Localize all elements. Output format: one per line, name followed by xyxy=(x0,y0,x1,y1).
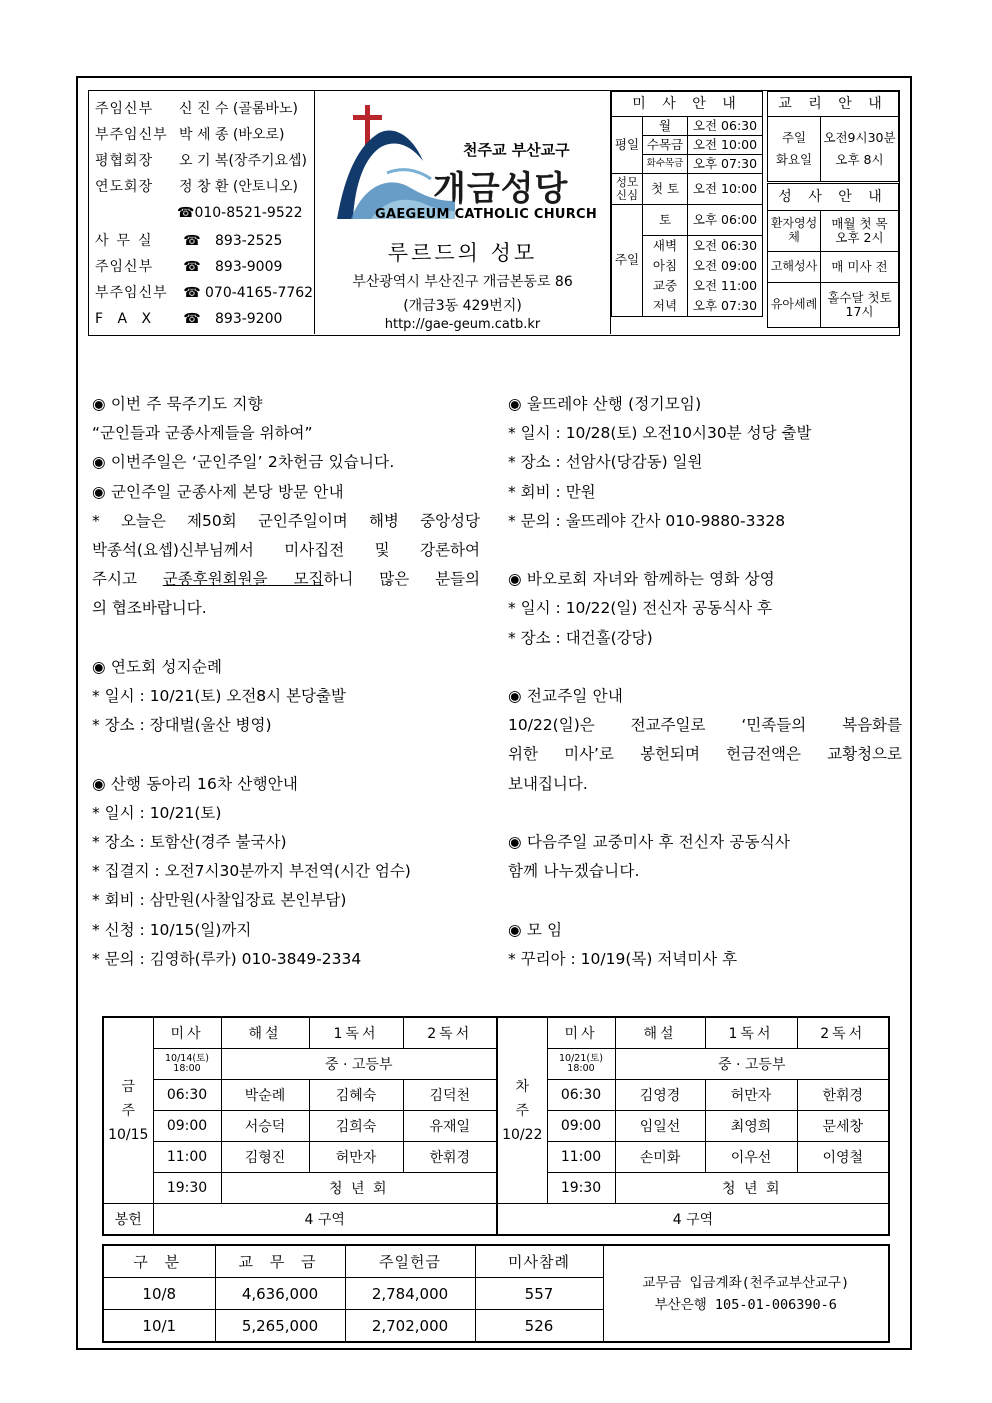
table-row: 06:30 박순례 김혜숙 김덕천 06:30 김영경 허만자 한휘경 xyxy=(103,1080,889,1111)
notice-heading: ◉ 전교주일 안내 xyxy=(508,687,624,705)
notice-line: * 장소 : 선암사(당감동) 일원 xyxy=(508,453,703,472)
bulletin-header xyxy=(88,90,900,336)
table-row: 10/1 5,265,000 2,702,000 526 xyxy=(103,1310,889,1343)
church-address-old: (개금3동 429번지) xyxy=(403,298,522,314)
doctrine-table: 교 리 안 내 주일 화요일 오전9시30분 오후 8시 xyxy=(767,91,899,182)
notice-line: * 일시 : 10/21(토) 오전8시 본당출발 xyxy=(92,687,346,706)
church-name-en: GAEGEUM CATHOLIC CHURCH xyxy=(375,207,598,222)
contact-fax: F A X ☎ 893-9200 xyxy=(95,307,282,331)
church-website-link[interactable]: http://gae-geum.catb.kr xyxy=(384,317,541,332)
table-row: 10/8 4,636,000 2,784,000 557 xyxy=(103,1278,889,1310)
bank-account-info: 교무금 입금계좌(천주교부산교구) 부산은행 105-01-006390-6 xyxy=(603,1245,889,1342)
bulletin-page xyxy=(76,76,912,1350)
church-address: 부산광역시 부산진구 개금본동로 86 xyxy=(352,274,573,290)
staff-council-president: 평협회장 오 기 복(장주기요셉) xyxy=(95,153,308,169)
table-row: 09:00 서승덕 김희숙 유재일 09:00 임일선 최영희 문세창 xyxy=(103,1111,889,1142)
finance-table: 구 분 교 무 금 주일헌금 미사참례 교무금 입금계좌(천주교부산교구) 부산은행 105-01-006390-6 10/8 4,636,000 2,784,000 557 10/1 5,265,000 2,702,000 526 xyxy=(102,1244,890,1343)
notice-line: * 오늘은 제50회 군인주일이며 해병 중앙성당 xyxy=(92,511,480,530)
contact-pastor: 주임신부 ☎ 893-9009 xyxy=(95,255,282,279)
sacrament-title: 성 사 안 내 xyxy=(768,184,899,211)
staff-assistant-pastor: 부주임신부 박 세 종 (바오로) xyxy=(95,127,285,143)
table-row: 11:00 김형진 허만자 한휘경 11:00 손미화 이우선 이영철 xyxy=(103,1142,889,1173)
notice-line: * 일시 : 10/22(일) 전신자 공동식사 후 xyxy=(508,599,773,618)
notice-heading: ◉ 바오로회 자녀와 함께하는 영화 상영 xyxy=(508,570,775,589)
staff-funeral-phone: ☎010-8521-9522 xyxy=(177,205,303,221)
notice-line: 보내집니다. xyxy=(508,774,588,793)
offering-row: 봉헌 4 구역 4 구역 xyxy=(103,1204,889,1236)
contact-assistant-pastor: 부주임신부 ☎ 070-4165-7762 xyxy=(95,281,313,305)
notice-line: 위한 미사’로 봉헌되며 헌금전액은 교황청으로 xyxy=(508,745,902,764)
notice-heading: ◉ 이번 주 묵주기도 지향 xyxy=(92,395,263,413)
notice-line: 의 협조바랍니다. xyxy=(92,599,207,618)
phone-icon: ☎ xyxy=(183,259,201,275)
notice-line: * 꾸리아 : 10/19(목) 저녁미사 후 xyxy=(508,949,738,968)
notice-line: 주시고 군종후원회원을 모집하니 많은 분들의 xyxy=(92,570,480,589)
phone-icon: ☎ xyxy=(177,205,195,221)
notice-heading: ◉ 울뜨레야 산행 (정기모임) xyxy=(508,395,702,413)
notice-line: 10/22(일)은 전교주일로 ‘민족들의 복음화를 xyxy=(508,716,902,735)
notice-line: * 집결지 : 오전7시30분까지 부전역(시간 엄수) xyxy=(92,862,411,881)
next-week-label: 차 주 10/22 xyxy=(497,1017,547,1204)
notice-line: 박종석(요셉)신부님께서 미사집전 및 강론하여 xyxy=(92,541,480,560)
notice-line: * 장소 : 대건홀(강당) xyxy=(508,628,653,647)
phone-icon: ☎ xyxy=(183,233,201,249)
staff-directory xyxy=(89,91,315,334)
notice-column-right xyxy=(508,390,902,974)
notice-heading: ◉ 다음주일 교중미사 후 전신자 공동식사 xyxy=(508,833,791,851)
phone-icon: ☎ xyxy=(183,311,201,327)
notice-line: * 문의 : 김영하(루카) 010-3849-2334 xyxy=(92,949,362,968)
notice-line: “군인들과 군종사제들을 위하여” xyxy=(92,424,313,443)
sacrament-table: 성 사 안 내 환자영성체 매월 첫 목 오후 2시 고해성사 매 미사 전 유아세례 홀수달 첫토 17시 xyxy=(767,183,899,328)
notice-heading: ◉ 군인주일 군종사제 본당 방문 안내 xyxy=(92,482,344,501)
notice-line: * 일시 : 10/28(토) 오전10시30분 성당 출발 xyxy=(508,424,812,443)
contact-office: 사무실 ☎ 893-2525 xyxy=(95,229,282,253)
notice-heading: 함께 나누겠습니다. xyxy=(508,862,640,881)
staff-funeral-president: 연도회장 정 창 환 (안토니오) xyxy=(95,179,298,195)
notice-line: * 회비 : 삼만원(사찰입장료 본인부담) xyxy=(92,891,347,910)
notice-line: * 회비 : 만원 xyxy=(508,482,596,501)
notice-line: * 일시 : 10/21(토) xyxy=(92,803,222,822)
underlined-text: 군종후원회원을 모집 xyxy=(162,570,324,589)
mass-schedule-title: 미 사 안 내 xyxy=(612,92,763,117)
church-logo-block xyxy=(315,91,611,334)
phone-icon: ☎ xyxy=(183,285,201,301)
notice-line: * 문의 : 울뜨레야 간사 010-9880-3328 xyxy=(508,511,786,530)
notice-line: * 신청 : 10/15(일)까지 xyxy=(92,920,252,939)
staff-pastor: 주임신부 신 진 수 (골롬바노) xyxy=(95,101,298,117)
church-name: 개금성당 xyxy=(433,169,569,209)
doctrine-title: 교 리 안 내 xyxy=(768,92,899,117)
mass-schedule-table: 미 사 안 내 평일 월 오전 06:30 수목금 오전 10:00 화수목금 오후 07:30 성모신심 첫 토 오전 10:00 주일 토 오후 06:00 새벽 오전 06:30 아침 오전 09:00 교중 오전 11:00 저녁 오후 07:30 xyxy=(611,91,763,317)
table-row: 19:30 청 년 회 19:30 청 년 회 xyxy=(103,1173,889,1204)
notice-heading: ◉ 연도회 성지순례 xyxy=(92,657,223,676)
notice-column-left xyxy=(92,390,480,974)
this-week-label: 금 주 10/15 xyxy=(103,1017,153,1204)
notice-heading: ◉ 산행 동아리 16차 산행안내 xyxy=(92,774,299,793)
notice-line: * 장소 : 토함산(경주 불국사) xyxy=(92,833,287,852)
ministry-schedule-table: 금 주 10/15 미사 해설 1독서 2독서 차 주 10/22 미사 해설 1독서 2독서 10/14(토) 18:00 중 · 고등부 10/21(토) 18:00 중 · 고등부 06:30 박순례 김혜숙 김덕천 06:30 김영경 허만자 한휘경 09:00 서승덕 김희숙 유재일 09:00 임일선 최영희 문세창 11:00 김형진 허만자 한휘경 11:00 손미화 이우선 이영철 19:30 청 년 회 19:30 청 년 회 봉헌 4 구역 4 구역 xyxy=(102,1016,890,1236)
notice-heading: ◉ 이번주일은 ‘군인주일’ 2차헌금 있습니다. xyxy=(92,453,395,472)
diocese-name: 천주교 부산교구 xyxy=(463,141,570,159)
notice-line: * 장소 : 장대벌(울산 병영) xyxy=(92,716,272,735)
notice-heading: ◉ 모 임 xyxy=(508,920,563,939)
patron-saint: 루르드의 성모 xyxy=(387,241,538,265)
